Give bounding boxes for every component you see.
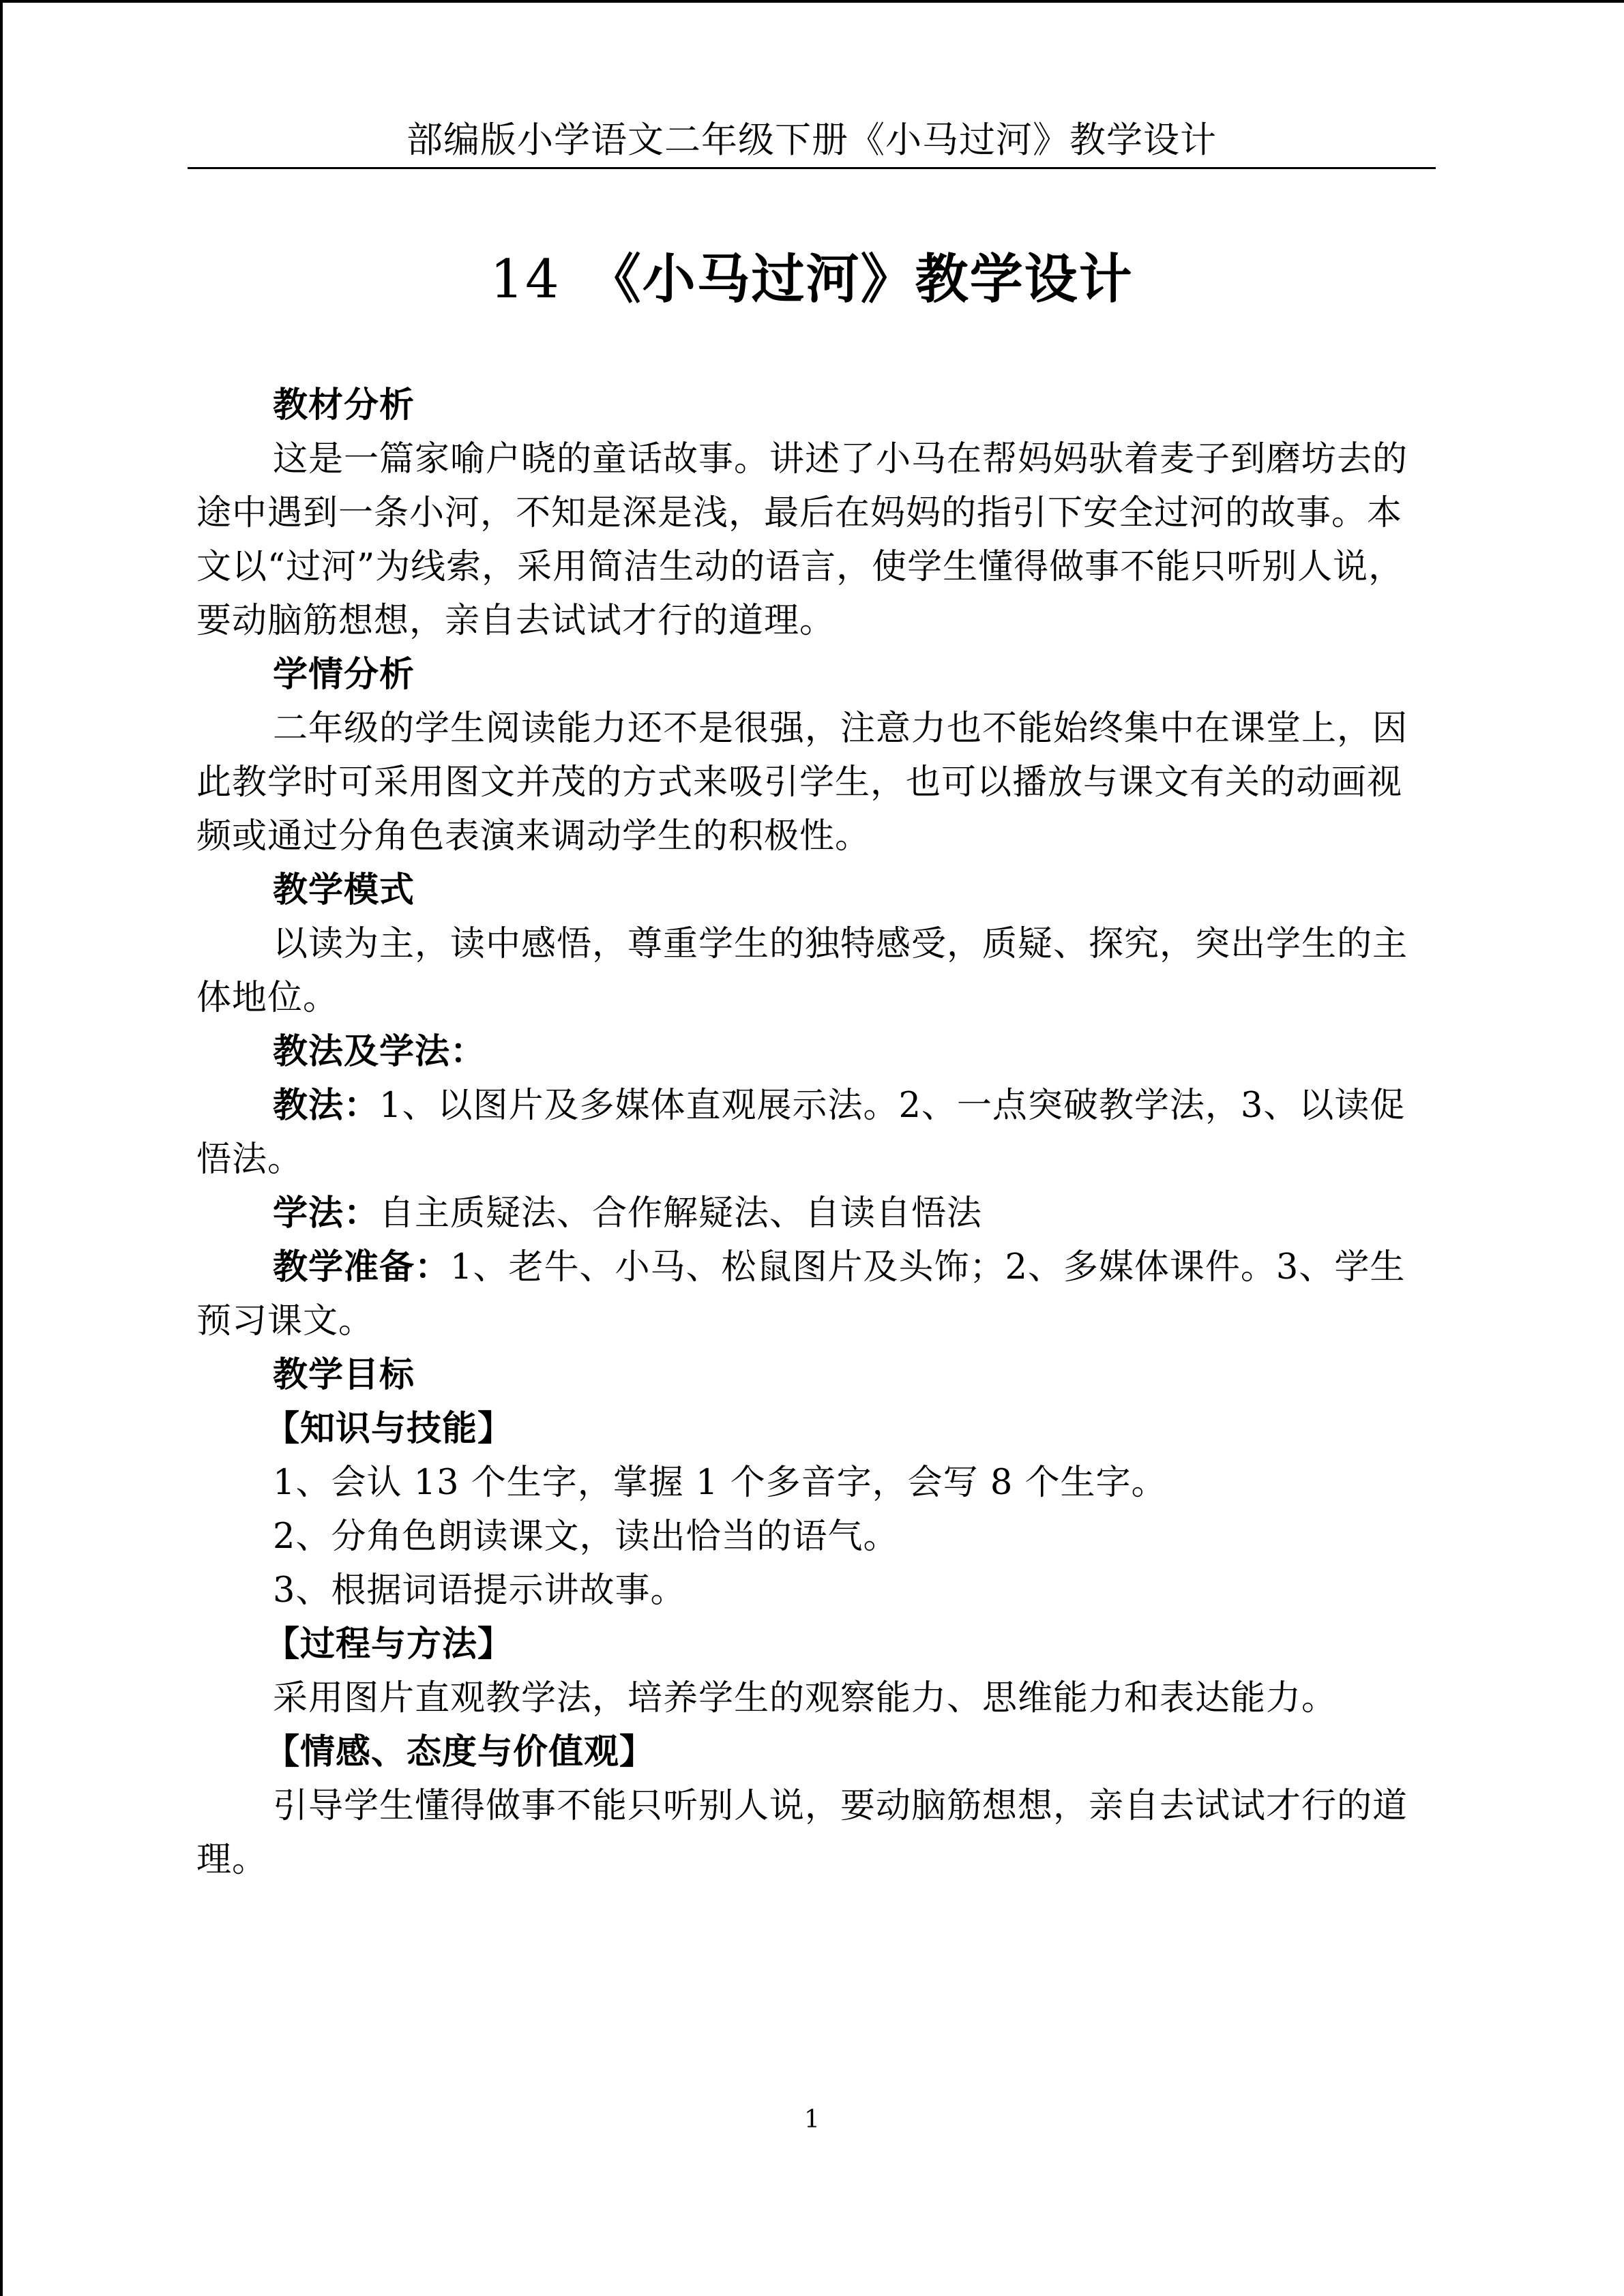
title-text: 《小马过河》教学设计 xyxy=(587,248,1134,310)
page-border-top xyxy=(0,0,1624,3)
lesson-number: 14 xyxy=(490,249,561,310)
section-heading-objectives: 教学目标 xyxy=(273,1355,415,1395)
document-body xyxy=(196,378,1424,1887)
learning-method-text: 自主质疑法、合作解疑法、自读自悟法 xyxy=(379,1193,983,1234)
objective-item: 2、分角色朗读课文，读出恰当的语气。 xyxy=(273,1517,899,1557)
objective-item: 3、根据词语提示讲故事。 xyxy=(273,1570,686,1611)
paragraph-teaching-mode: 以读为主，读中感悟，尊重学生的独特感受，质疑、探究，突出学生的主体地位。 xyxy=(196,924,1408,1018)
section-heading-student-analysis: 学情分析 xyxy=(273,655,415,695)
section-heading-methods: 教法及学法： xyxy=(273,1032,486,1072)
document-title xyxy=(188,245,1436,314)
subheading-emotion-values: 【情感、态度与价值观】 xyxy=(265,1732,655,1772)
objective-item: 1、会认 13 个生字，掌握 1 个多音字，会写 8 个生字。 xyxy=(273,1463,1167,1503)
running-header: 部编版小学语文二年级下册《小马过河》教学设计 xyxy=(407,119,1217,161)
preparation-label: 教学准备： xyxy=(273,1247,451,1287)
paragraph-textbook-analysis: 这是一篇家喻户晓的童话故事。讲述了小马在帮妈妈驮着麦子到磨坊去的途中遇到一条小河，不知是深是浅，最后在妈妈的指引下安全过河的故事。本文以“过河”为线索，采用简洁生动的语言，使学生懂得做事不能只听别人说，要动脑筋想想，亲自去试试才行的道理。 xyxy=(196,439,1408,641)
paragraph-preparation xyxy=(196,1240,1424,1348)
preparation-text: 1、老牛、小马、松鼠图片及头饰；2、多媒体课件。3、学生预习课文。 xyxy=(196,1247,1406,1341)
page-border-left xyxy=(0,0,3,2296)
paragraph-process-methods: 采用图片直观教学法，培养学生的观察能力、思维能力和表达能力。 xyxy=(273,1678,1338,1718)
header-rule xyxy=(188,167,1436,169)
learning-method-label: 学法： xyxy=(273,1193,380,1234)
subheading-process-methods: 【过程与方法】 xyxy=(265,1624,514,1665)
section-heading-textbook-analysis: 教材分析 xyxy=(273,385,415,426)
paragraph-learning-method xyxy=(196,1187,1424,1240)
subheading-knowledge-skills: 【知识与技能】 xyxy=(265,1409,514,1449)
teaching-method-label: 教法： xyxy=(273,1086,380,1126)
section-heading-teaching-mode: 教学模式 xyxy=(273,870,415,910)
paragraph-emotion-values: 引导学生懂得做事不能只听别人说，要动脑筋想想，亲自去试试才行的道理。 xyxy=(196,1786,1408,1880)
teaching-method-text: 1、以图片及多媒体直观展示法。2、一点突破教学法，3、以读促悟法。 xyxy=(196,1086,1406,1180)
paragraph-student-analysis: 二年级的学生阅读能力还不是很强，注意力也不能始终集中在课堂上，因此教学时可采用图文并茂的方式来吸引学生，也可以播放与课文有关的动画视频或通过分角色表演来调动学生的积极性。 xyxy=(196,709,1408,856)
paragraph-teaching-method xyxy=(196,1079,1424,1187)
page-number: 1 xyxy=(804,2106,820,2134)
